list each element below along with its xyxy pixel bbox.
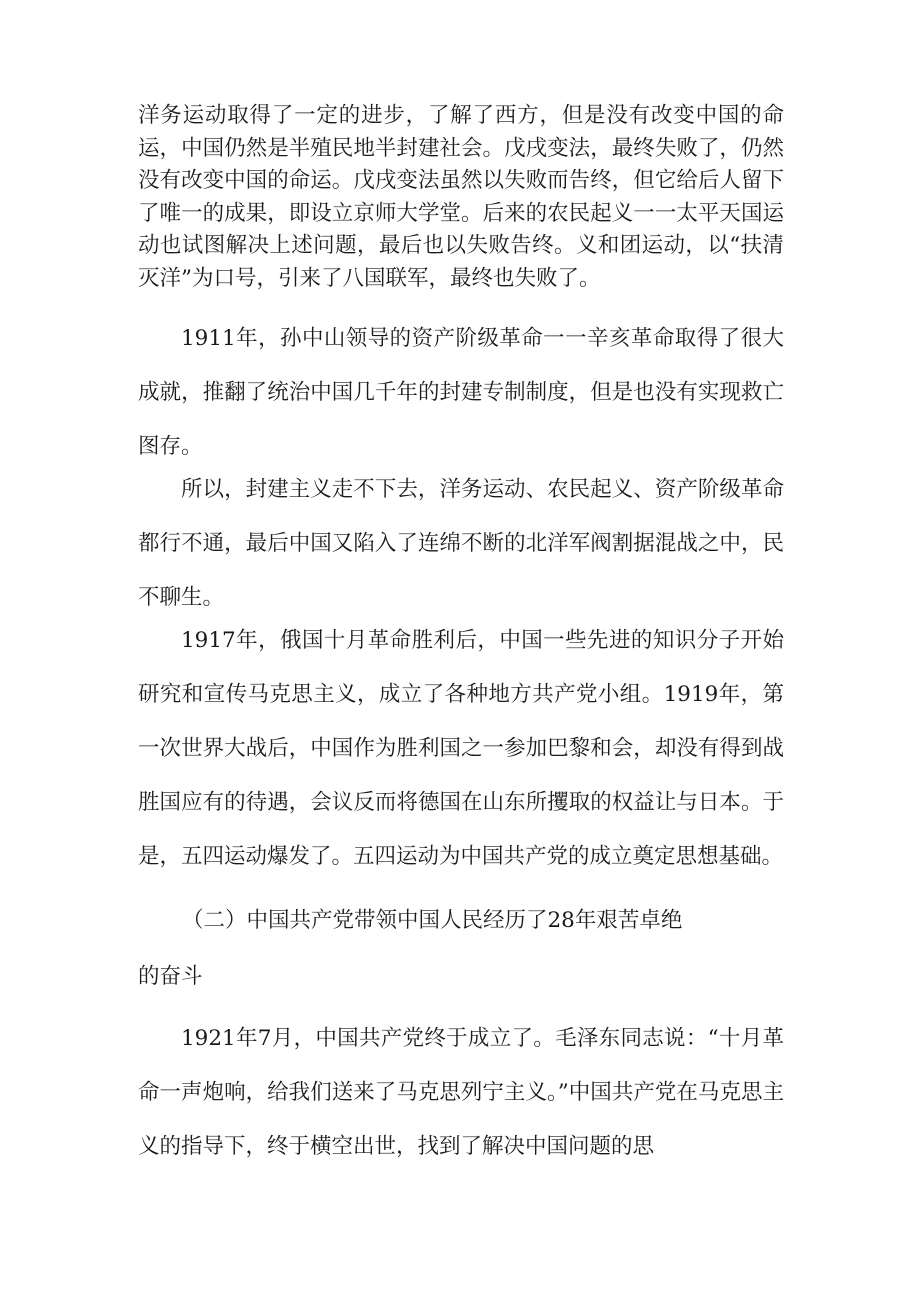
paragraph-1911-revolution: 1911年，孙中山领导的资产阶级革命一一辛亥革命取得了很大成就，推翻了统治中国几千年的封建专制制度，但是也没有实现救亡图存。 [138,326,784,459]
section-heading-line-1: （二）中国共产党带领中国人民经历了28年艰苦卓绝 [182,908,683,933]
paragraph-feudalism-failure: 所以，封建主义走不下去，洋务运动、农民起义、资产阶级革命都行不通，最后中国又陷入了连绵不断的北洋军阀割据混战之中，民不聊生。 [138,477,784,610]
paragraph-1917-october-revolution: 1917年，俄国十月革命胜利后，中国一些先进的知识分子开始研究和宣传马克思主义，成立了各种地方共产党小组。1919年，第一次世界大战后，中国作为胜利国之一参加巴黎和会，却没有得到战胜国应有的待遇，会议反而将德国在山东所攫取的权益让与日本。于是，五四运动爆发了。五四运动为中国共产党的成立奠定思想基础。 [138,628,784,869]
paragraph-westernization-movement: 洋务运动取得了一定的进步，了解了西方，但是没有改变中国的命运，中国仍然是半殖民地半封建社会。戊戌变法，最终失败了，仍然没有改变中国的命运。戊戌变法虽然以失败而告终，但它给后人留下了唯一的成果，即设立京师大学堂。后来的农民起义一一太平天国运动也试图解决上述问题，最后也以失败告终。义和团运动，以“扶清灭洋”为口号，引来了八国联军，最终也失败了。 [138,103,784,291]
section-heading-line-2: 的奋斗 [138,964,203,989]
paragraph-1921-party-founding: 1921年7月，中国共产党终于成立了。毛泽东同志说：“十月革命一声炮响，给我们送来了马克思列宁主义。”中国共产党在马克思主义的指导下，终于横空出世，找到了解决中国问题的思 [138,1026,784,1159]
